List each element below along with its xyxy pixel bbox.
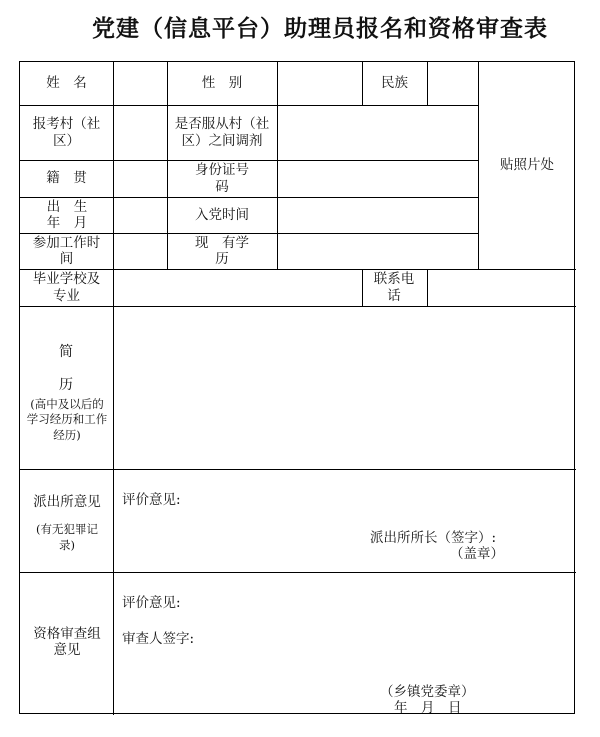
police-seal: （盖章）	[450, 546, 504, 562]
gender-label: 性 别	[201, 75, 243, 92]
police-opinion-label: 评价意见:	[122, 492, 181, 508]
registration-form	[19, 61, 575, 714]
party-join-date-label: 入党时间	[195, 206, 249, 223]
review-opinion-label: 评价意见:	[122, 595, 181, 611]
row-line-6	[20, 306, 576, 307]
col-line-5b	[427, 269, 428, 306]
exam-village-label: 报考村（社区）	[32, 116, 101, 149]
name-label: 姓 名	[46, 75, 87, 92]
police-note: (有无犯罪记录)	[36, 522, 98, 552]
review-seal: （乡镇党委章）	[380, 684, 475, 700]
police-label: 派出所意见	[33, 493, 101, 510]
row-line-7	[20, 469, 576, 470]
ethnicity-label: 民族	[381, 75, 408, 92]
reviewer-signature: 审查人签字:	[122, 631, 195, 647]
id-number-label: 身份证号 码	[195, 162, 263, 195]
col-line-3	[277, 62, 278, 269]
phone-label: 联系电话	[373, 271, 415, 304]
col-line-1	[113, 62, 114, 715]
education-label: 现 有学 历	[195, 234, 263, 267]
resume-note: (高中及以后的学习经历和工作经历)	[26, 396, 108, 442]
col-line-4b	[362, 269, 363, 306]
review-label: 资格审查组意见	[33, 625, 101, 658]
birth-date-label: 出 生年 月	[46, 198, 88, 231]
form-title: 党建（信息平台）助理员报名和资格审查表	[92, 15, 548, 42]
review-date: 年 月 日	[394, 700, 462, 716]
native-place-label: 籍 贯	[46, 170, 87, 187]
police-chief-signature: 派出所所长（签字）:	[370, 530, 497, 546]
school-major-label: 毕业学校及专业	[32, 271, 101, 304]
photo-area: 贴照片处	[500, 157, 554, 174]
row-line-8	[20, 572, 576, 573]
obey-transfer-label: 是否服从村（社区）之间调剂	[174, 116, 270, 149]
resume-title-1: 简	[59, 344, 73, 360]
col-line-5	[427, 62, 428, 105]
work-start-label: 参加工作时间	[32, 234, 101, 267]
resume-title-2: 历	[59, 377, 73, 393]
